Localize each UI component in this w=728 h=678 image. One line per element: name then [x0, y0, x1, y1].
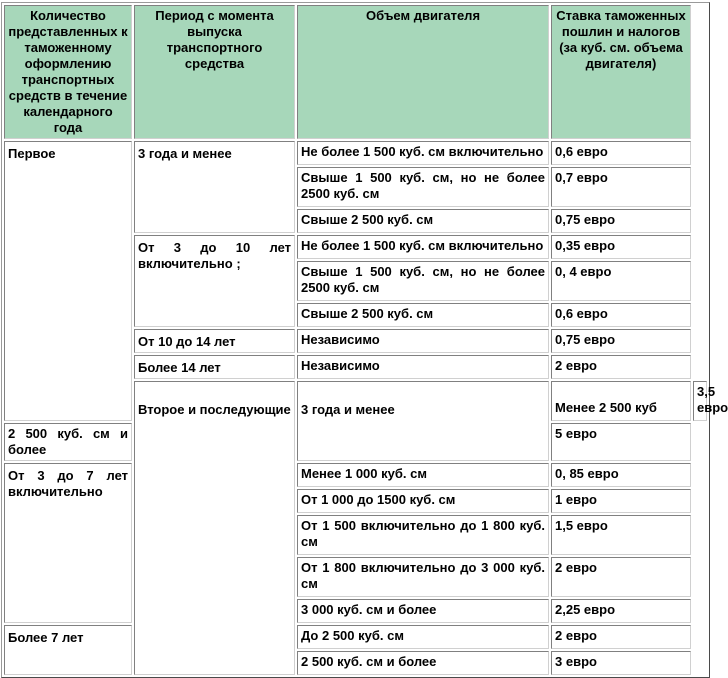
volume-cell: Не более 1 500 куб. см включительно	[297, 141, 549, 165]
period-cell: Более 7 лет	[4, 625, 132, 675]
rate-cell: 0,75 евро	[551, 209, 691, 233]
volume-cell: От 1 500 включительно до 1 800 куб. см	[297, 515, 549, 555]
period-cell: От 3 до 7 лет включительно	[4, 463, 132, 623]
header-quantity: Количество представленных к таможенному оформлению транспортных средств в течение календарного года	[4, 5, 132, 139]
period-cell: 3 года и менее	[297, 381, 549, 461]
header-rate: Ставка таможенных пошлин и налогов (за куб. см. объема двигателя)	[551, 5, 691, 139]
quantity-cell: Второе и последующие	[134, 381, 295, 675]
rate-cell: 0,75 евро	[551, 329, 691, 353]
rate-cell: 5 евро	[551, 423, 691, 461]
rate-cell: 0,7 евро	[551, 167, 691, 207]
volume-cell: Свыше 2 500 куб. см	[297, 209, 549, 233]
volume-cell: До 2 500 куб. см	[297, 625, 549, 649]
volume-cell: Менее 1 000 куб. см	[297, 463, 549, 487]
header-row	[4, 5, 707, 139]
volume-cell: 2 500 куб. см и более	[297, 651, 549, 675]
volume-cell: Свыше 2 500 куб. см	[297, 303, 549, 327]
rate-cell: 2 евро	[551, 557, 691, 597]
period-cell: От 10 до 14 лет	[134, 329, 295, 353]
period-cell: От 3 до 10 лет включительно ;	[134, 235, 295, 327]
volume-cell: Свыше 1 500 куб. см, но не более 2500 куб. см	[297, 167, 549, 207]
volume-cell: Менее 2 500 куб	[551, 381, 691, 421]
volume-cell: 2 500 куб. см и более	[4, 423, 132, 461]
volume-cell: Не более 1 500 куб. см включительно	[297, 235, 549, 259]
header-volume: Объем двигателя	[297, 5, 549, 139]
customs-duty-table	[1, 2, 728, 678]
rate-cell: 2,25 евро	[551, 599, 691, 623]
rate-cell: 0,35 евро	[551, 235, 691, 259]
rate-cell: 0, 4 евро	[551, 261, 691, 301]
table-row	[4, 141, 707, 165]
rate-cell: 0,6 евро	[551, 141, 691, 165]
table-row	[4, 625, 707, 649]
quantity-cell: Первое	[4, 141, 132, 421]
volume-cell: Независимо	[297, 355, 549, 379]
volume-cell: Независимо	[297, 329, 549, 353]
rate-cell: 3 евро	[551, 651, 691, 675]
period-cell: 3 года и менее	[134, 141, 295, 233]
rate-cell: 1,5 евро	[551, 515, 691, 555]
volume-cell: От 1 800 включительно до 3 000 куб. см	[297, 557, 549, 597]
table-row	[4, 463, 707, 487]
rate-cell: 1 евро	[551, 489, 691, 513]
rate-cell: 2 евро	[551, 625, 691, 649]
rate-cell: 3,5 евро	[693, 381, 707, 421]
rate-cell: 0, 85 евро	[551, 463, 691, 487]
period-cell: Более 14 лет	[134, 355, 295, 379]
volume-cell: От 1 000 до 1500 куб. см	[297, 489, 549, 513]
header-period: Период с момента выпуска транспортного средства	[134, 5, 295, 139]
rate-cell: 0,6 евро	[551, 303, 691, 327]
rate-cell: 2 евро	[551, 355, 691, 379]
volume-cell: 3 000 куб. см и более	[297, 599, 549, 623]
volume-cell: Свыше 1 500 куб. см, но не более 2500 куб. см	[297, 261, 549, 301]
